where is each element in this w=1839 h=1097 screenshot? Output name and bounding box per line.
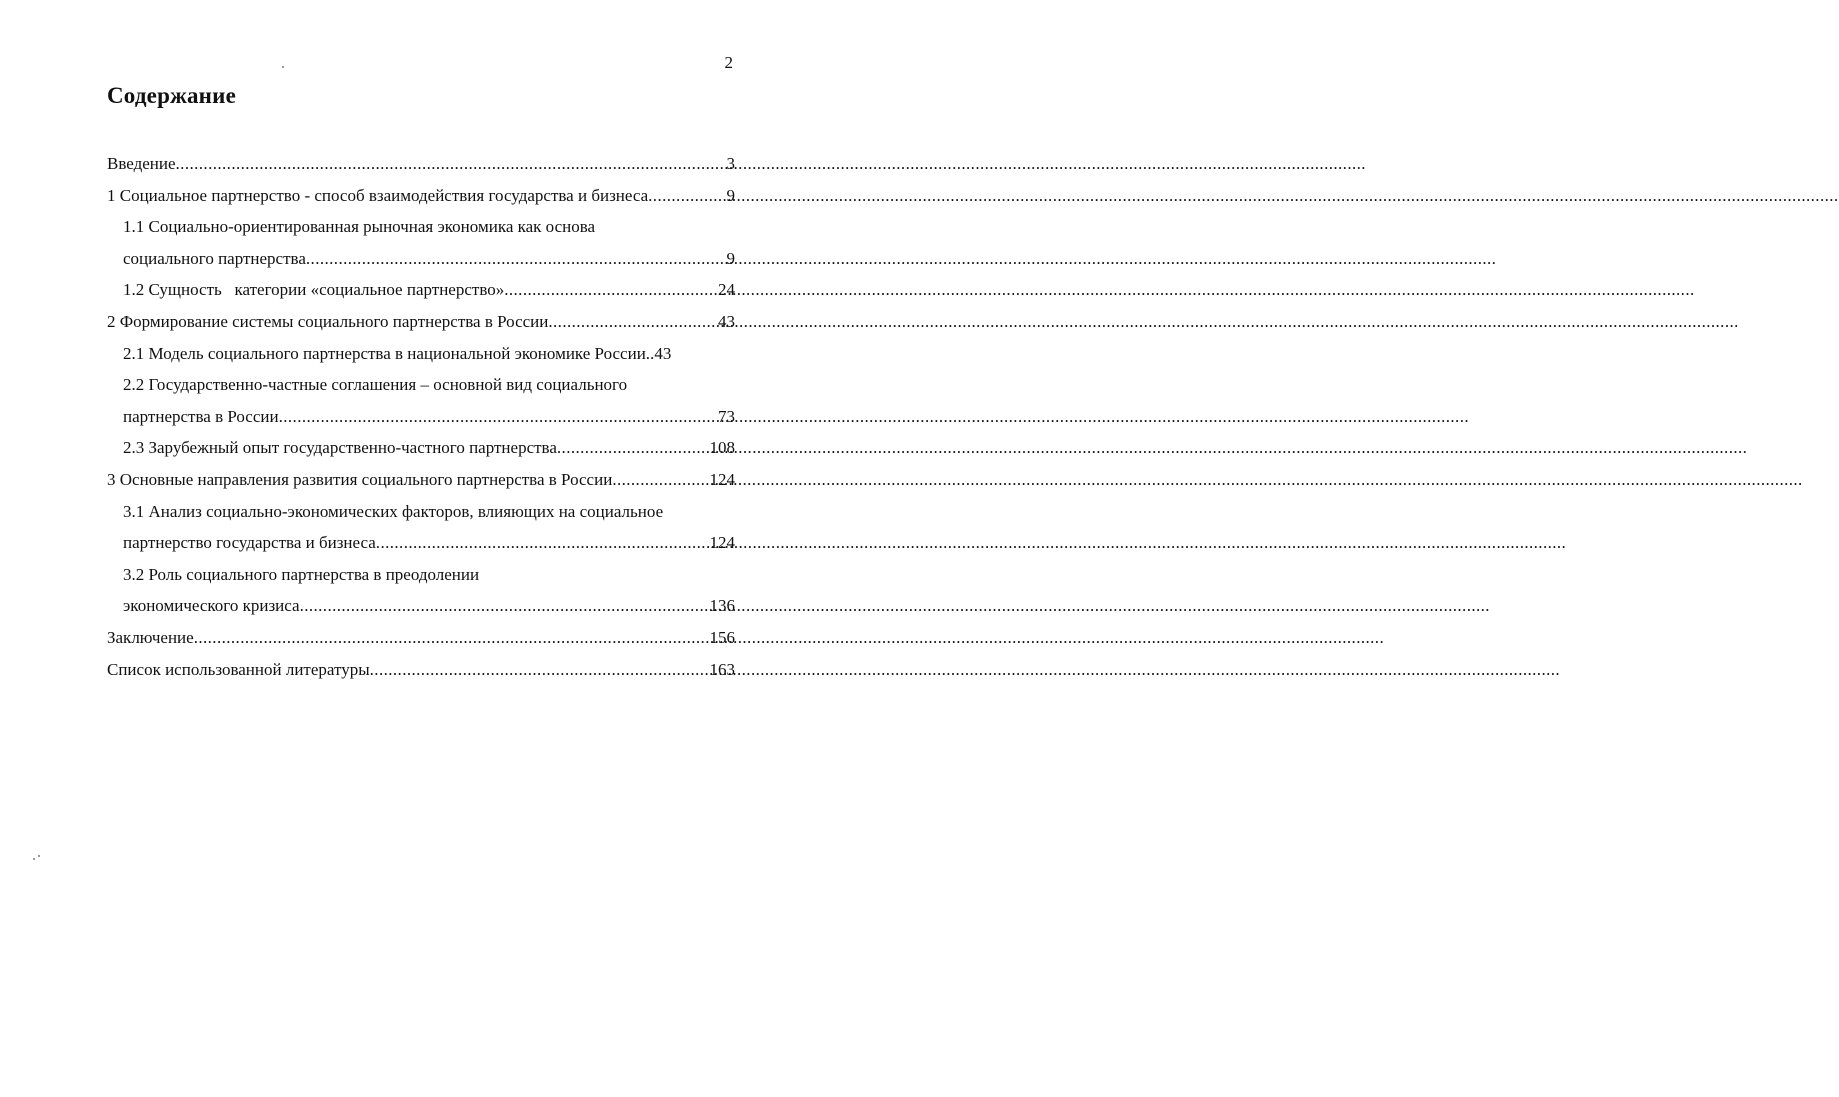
toc-entry-page: 108 xyxy=(709,438,735,458)
dot-leader xyxy=(504,274,718,306)
dot-leader xyxy=(612,464,709,496)
toc-entry-2-2-line1 xyxy=(107,369,735,401)
dot-leader xyxy=(548,306,718,338)
toc-entry-page: 9 xyxy=(726,185,735,205)
toc-entry-label: 3.1 Анализ социально-экономических факторов, влияющих на социальное xyxy=(123,501,664,521)
toc-entry-chapter-1 xyxy=(107,180,735,212)
page-number: 2 xyxy=(724,53,733,72)
toc-entry-page: 43 xyxy=(654,343,672,363)
toc-entry-label: 2.2 Государственно-частные соглашения – основной вид социального xyxy=(123,375,628,395)
toc-entry-page: 73 xyxy=(718,406,735,426)
toc-entry-3-2-line1 xyxy=(107,559,735,591)
dot-leader xyxy=(194,622,710,654)
scan-speck xyxy=(33,858,35,860)
toc-entry-label: 1.2 Сущность категории «социальное партнерство» xyxy=(123,280,505,300)
dot-leader xyxy=(279,401,718,433)
toc-entry-page: 124 xyxy=(709,533,735,553)
toc-entry-page: 156 xyxy=(709,627,735,647)
toc-entry-label: Список использованной литературы xyxy=(107,659,370,679)
toc-entry-references xyxy=(107,654,735,686)
toc-entry-label: 3.2 Роль социального партнерства в преодолении xyxy=(123,564,480,584)
toc-entry-2-2-line2 xyxy=(107,401,735,433)
scan-speck xyxy=(282,66,284,68)
toc-entry-label: 3 Основные направления развития социального партнерства в России xyxy=(107,469,613,489)
toc-entry-label: 2.1 Модель социального партнерства в национальной экономике России.. xyxy=(123,343,655,363)
toc-entry-label: 2.3 Зарубежный опыт государственно-частного партнерства xyxy=(123,438,557,458)
toc-entry-page: 163 xyxy=(709,659,735,679)
toc-entry-page: 3 xyxy=(726,154,735,173)
toc-entry-2-3 xyxy=(107,432,735,464)
toc-entry-2-1 xyxy=(107,338,735,370)
table-of-contents xyxy=(107,148,735,685)
dot-leader xyxy=(376,527,710,559)
toc-entry-page: 43 xyxy=(718,311,735,331)
toc-entry-label: партнерство государства и бизнеса xyxy=(123,533,376,553)
toc-entry-label: социального партнерства xyxy=(123,248,306,268)
dot-leader xyxy=(648,180,726,212)
toc-entry-3-1-line1 xyxy=(107,496,735,528)
toc-entry-page: 9 xyxy=(726,248,735,268)
toc-entry-label: 1 Социальное партнерство - способ взаимодействия государства и бизнеса xyxy=(107,185,649,205)
toc-entry-label: Введение xyxy=(107,154,176,173)
toc-entry-intro xyxy=(107,148,735,180)
toc-entry-label: Заключение xyxy=(107,627,194,647)
dot-leader xyxy=(557,432,710,464)
toc-entry-chapter-2 xyxy=(107,306,735,338)
toc-entry-1-1-line1 xyxy=(107,211,735,243)
scan-speck xyxy=(38,855,40,857)
toc-entry-label: экономического кризиса xyxy=(123,596,300,616)
dot-leader xyxy=(306,243,727,275)
toc-entry-chapter-3 xyxy=(107,464,735,496)
toc-entry-conclusion xyxy=(107,622,735,654)
dot-leader xyxy=(370,654,710,686)
toc-entry-label: 2 Формирование системы социального партнерства в России xyxy=(107,311,549,331)
toc-entry-1-1-line2 xyxy=(107,243,735,275)
toc-entry-label: партнерства в России xyxy=(123,406,279,426)
toc-entry-page: 136 xyxy=(709,596,735,616)
toc-entry-page: 24 xyxy=(718,280,735,300)
dot-leader xyxy=(300,590,710,622)
dot-leader xyxy=(176,148,727,180)
toc-title: Содержание xyxy=(107,83,236,108)
toc-entry-3-1-line2 xyxy=(107,527,735,559)
toc-entry-page: 124 xyxy=(709,469,735,489)
toc-entry-label: 1.1 Социально-ориентированная рыночная экономика как основа xyxy=(123,217,596,237)
toc-entry-3-2-line2 xyxy=(107,590,735,622)
toc-entry-1-2 xyxy=(107,274,735,306)
